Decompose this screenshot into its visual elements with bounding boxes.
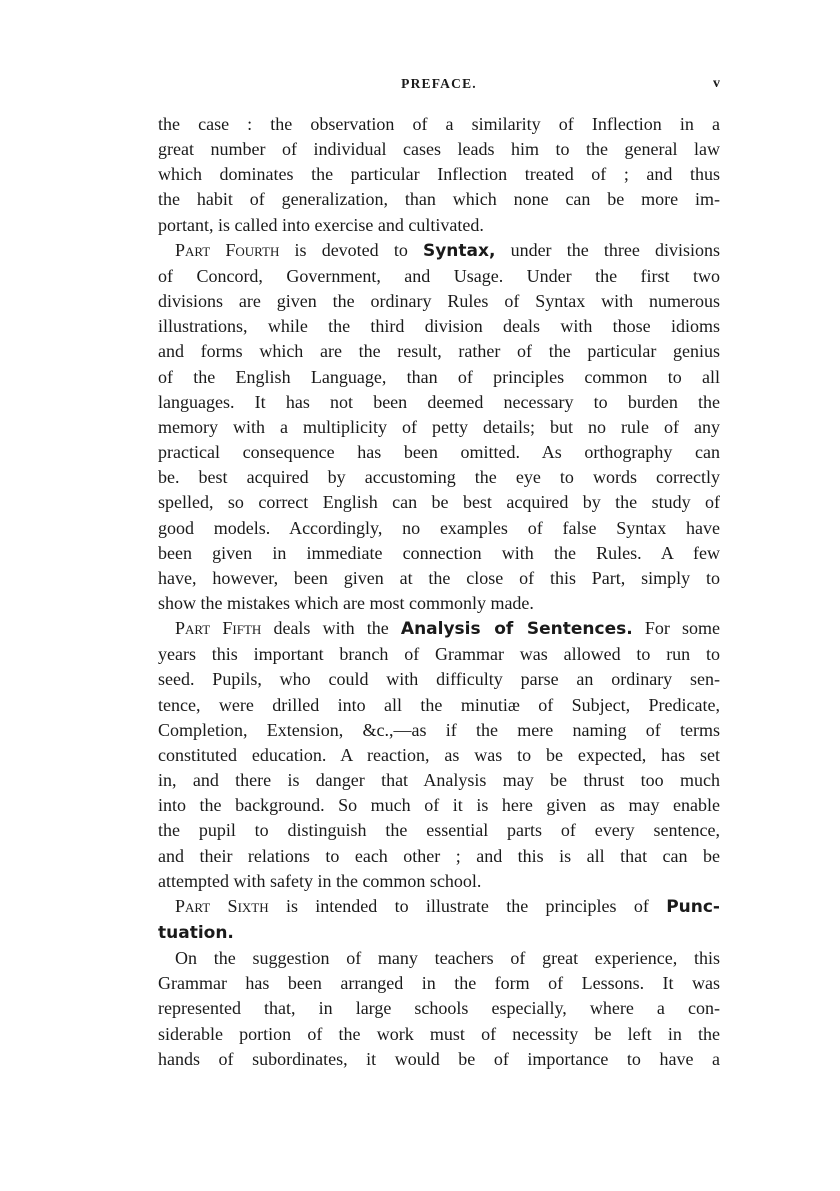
text-line: Completion, Extension, &c.,—as if the mere naming of terms <box>158 719 720 740</box>
text-line: languages. It has not been deemed necessary to burden the <box>158 391 720 412</box>
text-line: illustrations, while the third division deals with those idioms <box>158 316 720 337</box>
part-label: Part Sixth <box>175 895 269 916</box>
text-line: constituted education. A reaction, as was to be expected, has set <box>158 744 720 765</box>
text-line: siderable portion of the work must of necessity be left in the <box>158 1023 720 1044</box>
paragraph-part-sixth <box>158 894 720 946</box>
paragraph-generalization <box>158 112 720 238</box>
text-line: On the suggestion of many teachers of great experience, this <box>175 948 720 969</box>
paragraph-lessons <box>158 946 720 1072</box>
text-line: have, however, been given at the close of this Part, simply to <box>158 567 720 588</box>
text-line: of Concord, Government, and Usage. Under the first two <box>158 265 720 286</box>
text-line: be. best acquired by accustoming the eye to words correctly <box>158 467 720 488</box>
text-line: and forms which are the result, rather of the particular genius <box>158 341 720 362</box>
text-line: the habit of generalization, than which none can be more im- <box>158 189 720 210</box>
text-fragment: For some <box>632 618 721 639</box>
text-line: portant, is called into exercise and cultivated. <box>158 214 484 235</box>
text-line: the pupil to distinguish the essential parts of every sentence, <box>158 820 720 841</box>
text-line: been given in immediate connection with the Rules. A few <box>158 542 720 563</box>
part-label: Part Fifth <box>175 618 262 639</box>
topic-heading-syntax: Syntax, <box>422 240 496 261</box>
part-label: Part Fourth <box>175 239 280 260</box>
paragraph-part-fifth <box>158 616 720 894</box>
paragraph-part-fourth <box>158 238 720 616</box>
text-line: of the English Language, than of principles common to all <box>158 366 720 387</box>
text-line: seed. Pupils, who could with difficulty parse an ordinary sen- <box>158 669 720 690</box>
text-line <box>158 920 720 946</box>
text-line: Grammar has been arranged in the form of Lessons. It was <box>158 973 720 994</box>
topic-heading-analysis: Analysis of Sentences. <box>400 619 633 640</box>
text-line <box>158 894 720 920</box>
text-line: into the background. So much of it is here given as may enable <box>158 795 720 816</box>
text-line: represented that, in large schools especially, where a con- <box>158 998 720 1019</box>
text-line: show the mistakes which are most commonly made. <box>158 592 534 613</box>
page-header <box>158 76 720 98</box>
text-line <box>158 238 720 264</box>
text-line: memory with a multiplicity of petty details; but no rule of any <box>158 416 720 437</box>
topic-heading-punctuation-cont: tuation. <box>158 923 234 943</box>
topic-heading-punctuation: Punc- <box>666 896 720 917</box>
text-line: divisions are given the ordinary Rules of Syntax with numerous <box>158 291 720 312</box>
text-line: attempted with safety in the common school. <box>158 870 482 891</box>
page-number: v <box>713 76 720 91</box>
body-text <box>158 112 720 1072</box>
running-head: PREFACE. <box>401 76 477 91</box>
text-fragment: is intended to illustrate the principles of <box>268 895 667 916</box>
text-line: good models. Accordingly, no examples of false Syntax have <box>158 517 720 538</box>
text-line <box>158 616 720 642</box>
text-line: which dominates the particular Inflection treated of ; and thus <box>158 164 720 185</box>
text-line: great number of individual cases leads him to the general law <box>158 139 720 160</box>
text-line: the case : the observation of a similarity of Inflection in a <box>158 114 720 134</box>
text-line: hands of subordinates, it would be of importance to have a <box>158 1048 720 1069</box>
text-fragment: under the three divisions <box>495 239 720 260</box>
text-line: tence, were drilled into all the minutiæ of Subject, Predicate, <box>158 694 720 715</box>
text-line: practical consequence has been omitted. As orthography can <box>158 442 720 463</box>
text-line: and their relations to each other ; and this is all that can be <box>158 845 720 866</box>
text-line: spelled, so correct English can be best acquired by the study of <box>158 492 720 513</box>
text-line: years this important branch of Grammar was allowed to run to <box>158 644 720 665</box>
text-fragment: deals with the <box>261 618 401 639</box>
text-fragment: is devoted to <box>279 239 423 260</box>
text-line: in, and there is danger that Analysis may be thrust too much <box>158 770 720 791</box>
